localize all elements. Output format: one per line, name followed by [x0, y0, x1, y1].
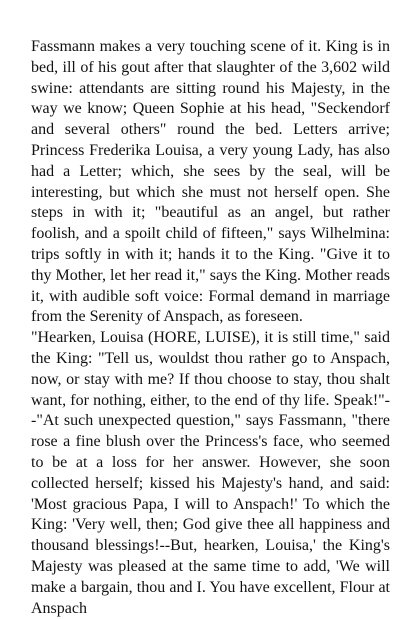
document-page: [31, 37, 390, 619]
paragraph-2: "Hearken, Louisa (HORE, LUISE), it is still time," said the King: "Tell us, wouldst thou rather go to Anspach, now, or stay with me? If thou choose to stay, thou shalt want, for nothing, either, to the end of thy life. Speak!"--"At such unexpected question," says Fassmann, "there rose a fine blush over the Princess's face, who seemed to be at a loss for her answer. However, she soon collected herself; kissed his Majesty's hand, and said: 'Most gracious Papa, I will to Anspach!' To which the King: 'Very well, then; God give thee all happiness and thousand blessings!--But, hearken, Louisa,' the King's Majesty was pleased at the same time to add, 'We will make a bargain, thou and I. You have excellent, Flour at Anspach: [31, 329, 390, 617]
paragraph-1: Fassmann makes a very touching scene of it. King is in bed, ill of his gout after that slaughter of the 3,602 wild swine: attendants are sitting round his Majesty, in the way we know; Queen Sophie at his head, "Seckendorf and several others" round the bed. Letters arrive; Princess Frederika Louisa, a very young Lady, has also had a Letter; which, she sees by the seal, will be interesting, but which she must not herself open. She steps in with it; "beautiful as an angel, but rather foolish, and a spoilt child of fifteen," says Wilhelmina: trips softly in with it; hands it to the King. "Give it to thy Mother, let her read it," says the King. Mother reads it, with audible soft voice: Formal demand in marriage from the Serenity of Anspach, as foreseen.: [31, 38, 390, 326]
